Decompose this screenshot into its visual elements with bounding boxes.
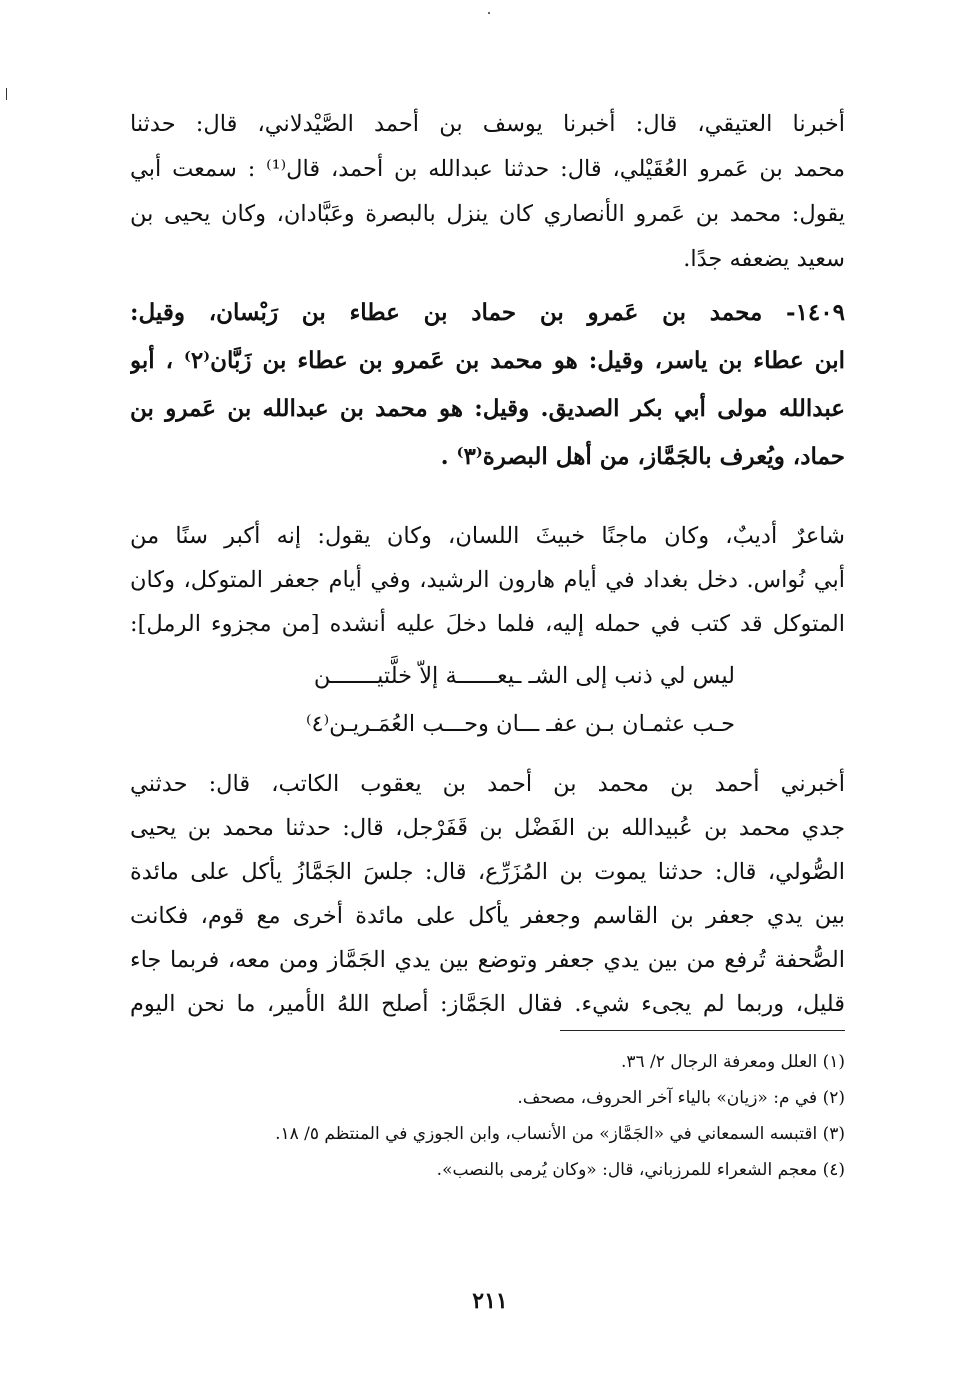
- heading-line: حماد، ويُعرف بالجَمَّاز، من أهل البصرة⁽٣⁾ .: [440, 443, 845, 470]
- text-line: جدي محمد بن عُبيدالله بن الفَضْل بن قَفَرْجل، قال: حدثنا محمد بن يحيى: [130, 815, 845, 841]
- heading-line: عبدالله مولى أبي بكر الصديق. وقيل: هو محمد بن عبدالله بن عَمرو بن: [130, 395, 845, 422]
- text-line: أخبرنا العتيقي، قال: أخبرنا يوسف بن أحمد الصَّيْدلاني، قال: حدثنا: [130, 111, 845, 137]
- paragraph-isnad-1: [130, 102, 845, 282]
- poem-verses: [215, 652, 735, 748]
- footnote-4: (٤) معجم الشعراء للمرزباني، قال: «وكان يُرمى بالنصب».: [436, 1160, 845, 1180]
- text-line: المتوكل قد كتب في حمله إليه، فلما دخلَ عليه أنشده [من مجزوء الرمل]:: [130, 611, 845, 637]
- entry-heading-1409: [130, 289, 845, 481]
- scan-speck: [488, 12, 490, 14]
- text-line: قليل، وربما لم يجىء شيء. فقال الجَمَّاز: أصلح اللهُ الأمير، ما نحن اليوم: [130, 991, 845, 1017]
- text-line: محمد بن عَمرو العُقَيْلي، قال: حدثنا عبدالله بن أحمد، قال⁽¹⁾ : سمعت أبي: [130, 156, 845, 182]
- text-line: سعيد يضعفه جدًا.: [683, 246, 845, 272]
- text-line: أخبرني أحمد بن محمد بن أحمد بن يعقوب الكاتب، قال: حدثني: [130, 771, 845, 797]
- footnote-1: (١) العلل ومعرفة الرجال ٢/ ٣٦.: [620, 1052, 845, 1072]
- heading-line: ابن عطاء بن ياسر، وقيل: هو محمد بن عَمرو بن عطاء بن زَبَّان⁽٢⁾ ، أبو: [130, 347, 845, 374]
- page-number: ٢١١: [472, 1288, 508, 1314]
- footnote-3: (٣) اقتبسه السمعاني في «الجَمَّاز» من الأنساب، وابن الجوزي في المنتظم ٥/ ١٨.: [275, 1124, 845, 1144]
- verse-line: ليس لي ذنب إلى الشـ ـيعــــــة إلاّ خلَّتيـــــــن: [313, 663, 735, 689]
- verse-line: حـب عثمـان بـن عفـ ـــان وحـــب العُمَـريـن⁽٤⁾: [306, 711, 735, 737]
- text-line: شاعرٌ أديبٌ، وكان ماجنًا خبيثَ اللسان، وكان يقول: إنه أكبر سنًا من: [130, 523, 845, 549]
- text-line: أبي نُواس. دخل بغداد في أيام هارون الرشيد، وفي أيام جعفر المتوكل، وكان: [130, 567, 845, 593]
- paragraph-biography: [130, 514, 845, 646]
- text-line: الصُّحفة تُرفع من بين يدي جعفر وتوضع بين يدي الجَمَّاز ومن معه، فربما جاء: [130, 947, 845, 973]
- footnote-divider: [560, 1030, 845, 1031]
- text-line: يقول: محمد بن عَمرو الأنصاري كان ينزل بالبصرة وعَبَّادان، وكان يحيى بن: [130, 201, 845, 227]
- footnote-2: (٢) في م: «زيان» بالياء آخر الحروف، مصحف.: [517, 1088, 845, 1108]
- text-line: الصُّولي، قال: حدثنا يموت بن المُزَرِّع، قال: جلسَ الجَمَّازُ يأكل على مائدة: [130, 859, 845, 885]
- paragraph-isnad-2: [130, 762, 845, 1026]
- heading-line: ١٤٠٩- محمد بن عَمرو بن حماد بن عطاء بن رَبْسان، وقيل:: [130, 299, 845, 326]
- text-line: بين يدي جعفر بن القاسم وجعفر يأكل على مائدة أخرى مع قوم، فكانت: [130, 903, 845, 929]
- scan-mark: [6, 88, 7, 100]
- footnotes: [130, 1044, 845, 1188]
